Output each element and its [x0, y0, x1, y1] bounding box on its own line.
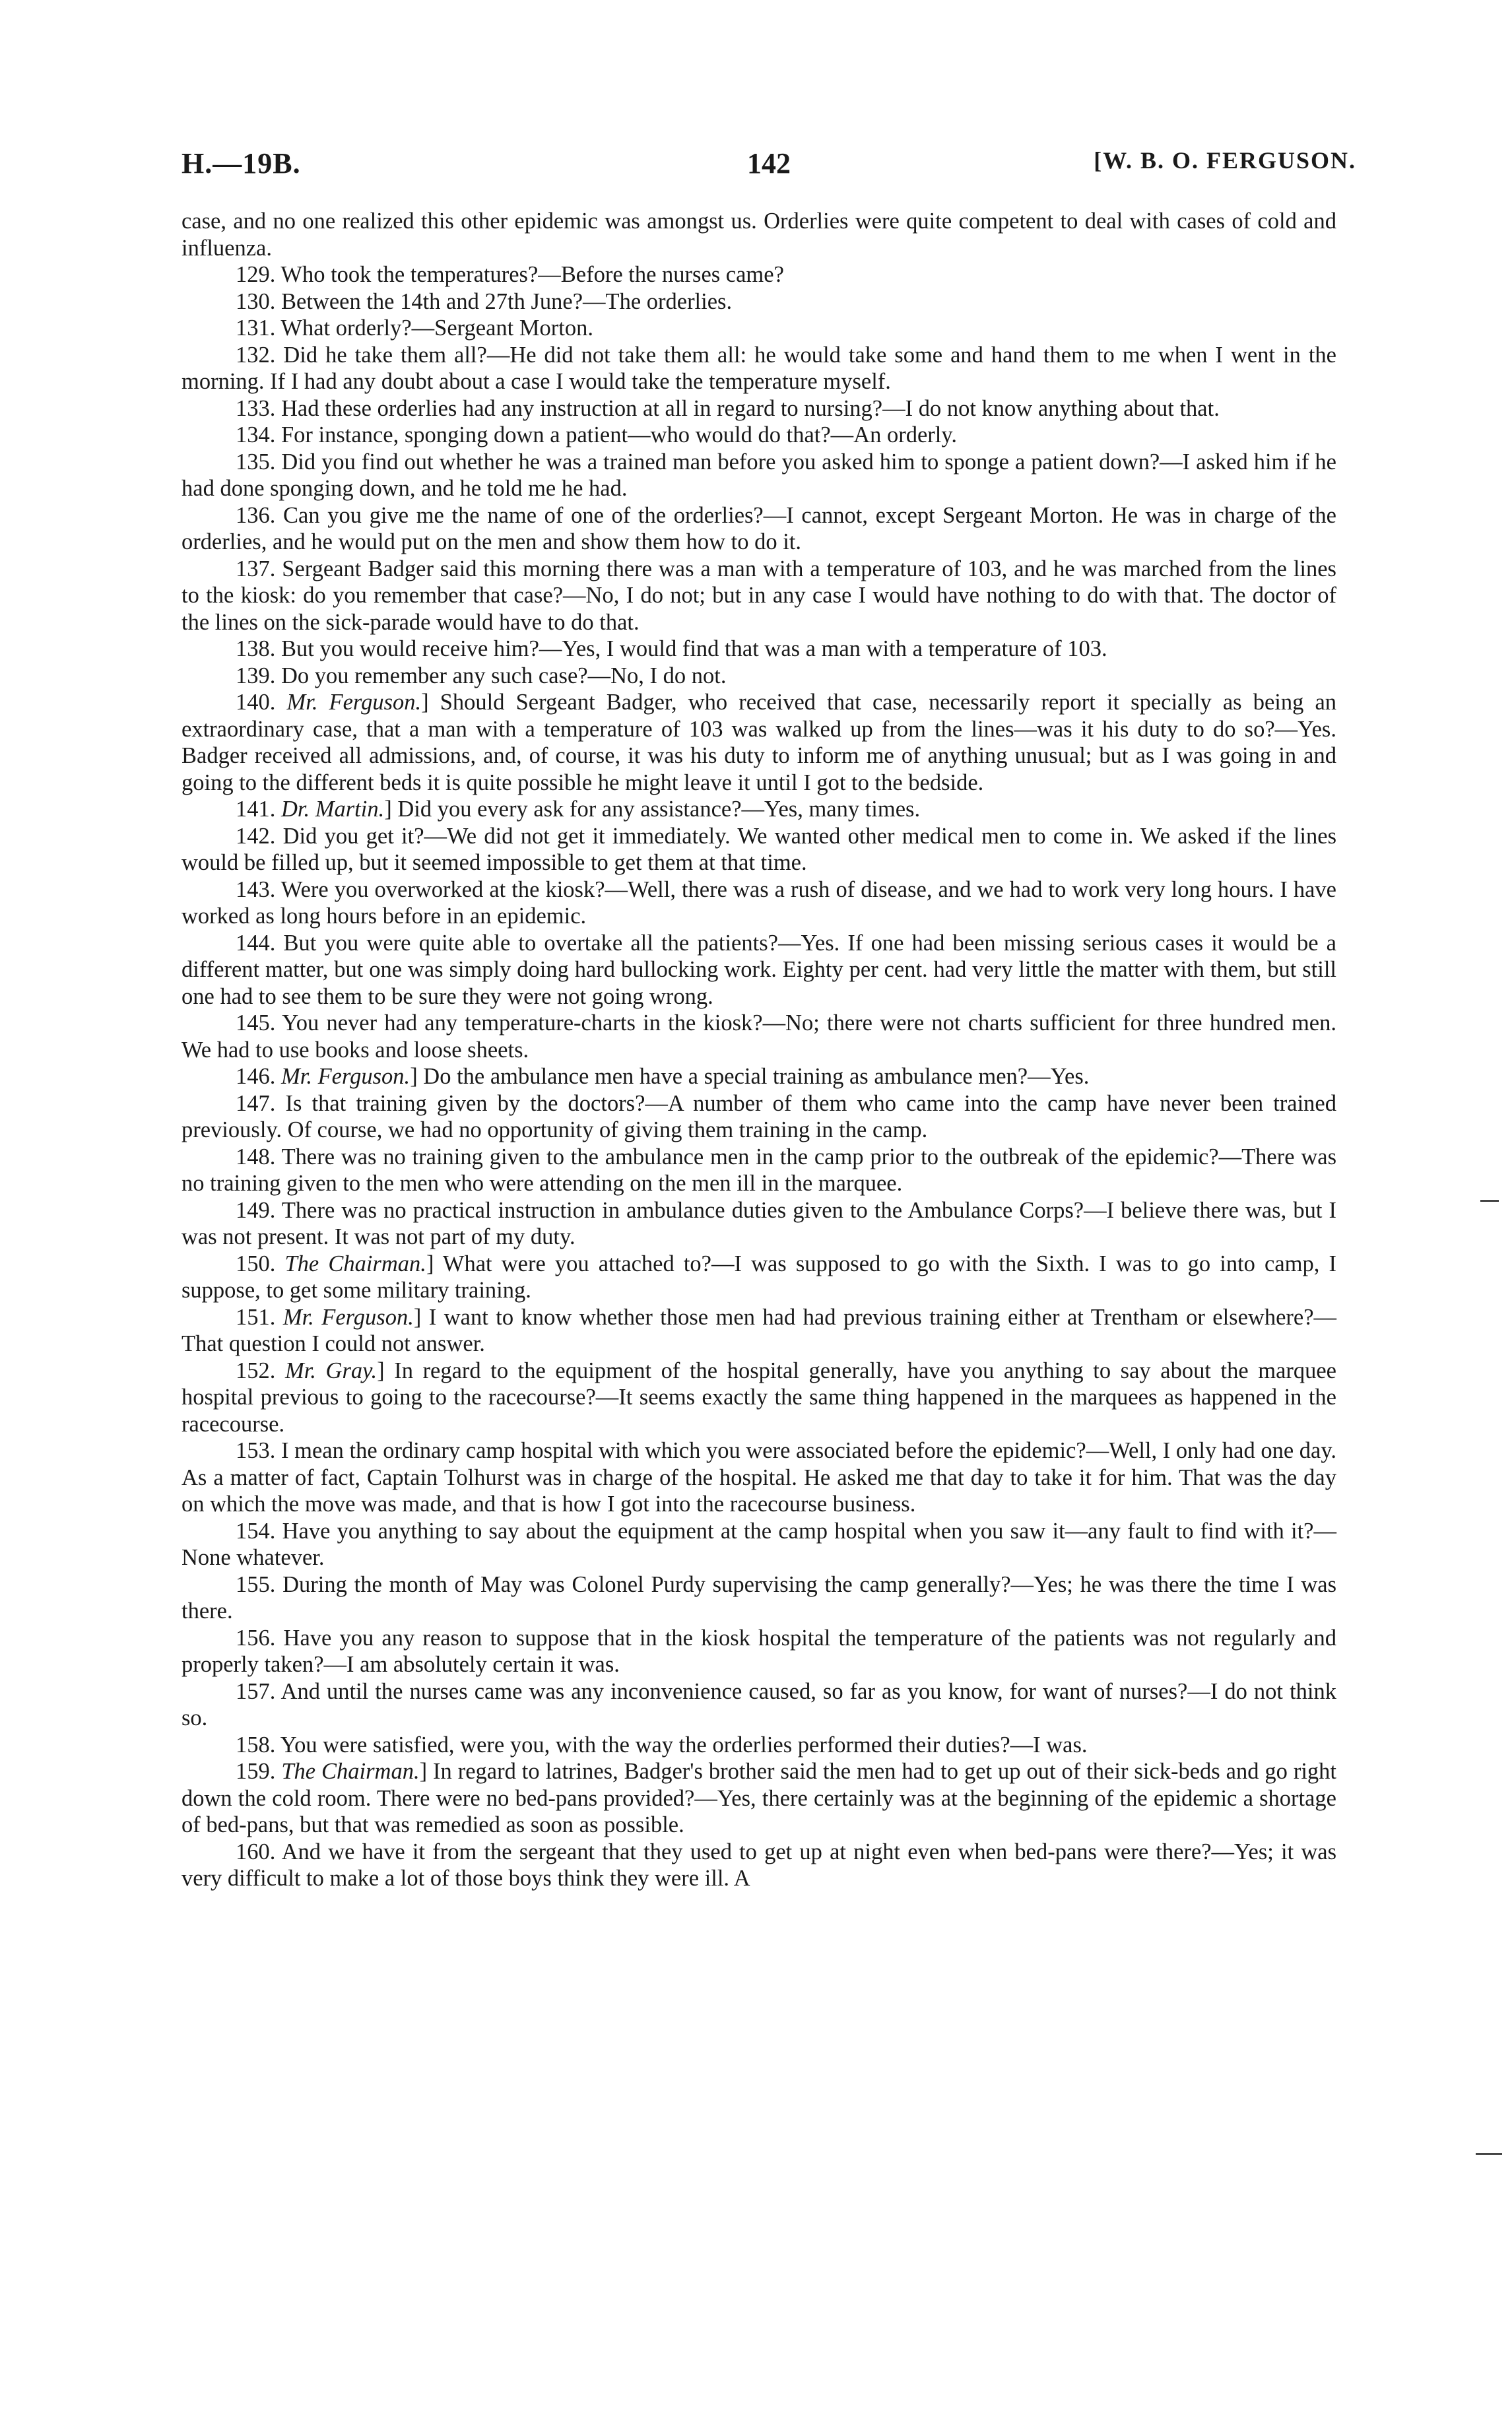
speaker-attribution: Mr. Gray. — [284, 1358, 378, 1383]
paragraph-continuation: case, and no one realized this other epidemic was amongst us. Orderlies were quite competent to deal with cases of cold and influenza. — [181, 209, 1336, 261]
question-142: 142. Did you get it?—We did not get it immediately. We wanted other medical men to come in. We asked if the lines would be filled up, but it seemed impossible to get them at that time. — [181, 823, 1336, 875]
testimony-body — [181, 208, 1336, 1892]
question-151: 151. Mr. Ferguson.] I want to know whether those men had had previous training either at Trentham or elsewhere?—That question I could not answer. — [181, 1304, 1337, 1356]
page-header — [181, 147, 1356, 186]
question-141: 141. Dr. Martin.] Did you every ask for any assistance?—Yes, many times. — [236, 797, 921, 822]
document-reference: H.—19B. — [181, 147, 301, 180]
question-130: 130. Between the 14th and 27th June?—The orderlies. — [236, 288, 733, 314]
question-159: 159. The Chairman.] In regard to latrines, Badger's brother said the men had to get up out of their sick-beds and go right down the cold room. There were no bed-pans provided?—Yes, there certainly was at the beginning of the epidemic a shortage of bed-pans, but that was remedied as soon as possible. — [181, 1759, 1337, 1837]
question-140: 140. Mr. Ferguson.] Should Sergeant Badger, who received that case, necessarily report it specially as being an extraordinary case, that a man with a temperature of 103 was walked up from the lines—was it his duty to do so?—Yes. Badger received all admissions, and, of course, it was his duty to inform me of anything unusual; but as I was going in and going to the different beds it is quite possible he might leave it until I got to the bedside. — [181, 690, 1337, 795]
question-139: 139. Do you remember any such case?—No, I do not. — [236, 663, 727, 688]
margin-dash-mark — [1480, 1200, 1499, 1202]
speaker-attribution: Mr. Ferguson. — [281, 1064, 411, 1089]
question-147: 147. Is that training given by the doctors?—A number of them who came into the camp have never been trained previously. Of course, we had no opportunity of giving them training in the camp. — [181, 1090, 1336, 1142]
question-133: 133. Had these orderlies had any instruction at all in regard to nursing?—I do not know anything about that. — [236, 395, 1220, 421]
question-158: 158. You were satisfied, were you, with the way the orderlies performed their duties?—I was. — [236, 1732, 1088, 1758]
question-149: 149. There was no practical instruction in ambulance duties given to the Ambulance Corps?—I believe there was, but I was not present. It was not part of my duty. — [181, 1197, 1336, 1249]
question-152: 152. Mr. Gray.] In regard to the equipment of the hospital generally, have you anything to say about the marquee hospital previous to going to the racecourse?—It seems exactly the same thing happened in the marquees as happened in the racecourse. — [181, 1358, 1336, 1437]
margin-dash-mark — [1476, 2153, 1502, 2155]
speaker-attribution: Mr. Ferguson. — [282, 1304, 414, 1330]
question-134: 134. For instance, sponging down a patient—who would do that?—An orderly. — [236, 422, 957, 447]
speaker-attribution: Dr. Martin. — [281, 797, 385, 822]
question-150: 150. The Chairman.] What were you attached to?—I was supposed to go with the Sixth. I was to go into camp, I suppose, to get some military training. — [181, 1251, 1336, 1303]
question-137: 137. Sergeant Badger said this morning there was a man with a temperature of 103, and he was marched from the lines to the kiosk: do you remember that case?—No, I do not; but in any case I would have nothing to do with that. The doctor of the lines on the sick-parade would have to do that. — [181, 556, 1336, 635]
question-155: 155. During the month of May was Colonel Purdy supervising the camp generally?—Yes; he was there the time I was there. — [181, 1571, 1336, 1624]
page-number: 142 — [747, 147, 791, 180]
question-138: 138. But you would receive him?—Yes, I would find that was a man with a temperature of 103. — [236, 636, 1107, 661]
question-157: 157. And until the nurses came was any inconvenience caused, so far as you know, for want of nurses?—I do not think so. — [181, 1678, 1336, 1730]
question-145: 145. You never had any temperature-charts in the kiosk?—No; there were not charts sufficient for three hundred men. We had to use books and loose sheets. — [181, 1010, 1336, 1063]
question-132: 132. Did he take them all?—He did not take them all: he would take some and hand them to me when I went in the morning. If I had any doubt about a case I would take the temperature myself. — [181, 342, 1336, 394]
question-148: 148. There was no training given to the ambulance men in the camp prior to the outbreak of the epidemic?—There was no training given to the men who were attending on the men ill in the marquee. — [181, 1144, 1336, 1196]
question-129: 129. Who took the temperatures?—Before the nurses came? — [236, 262, 784, 287]
speaker-attribution: The Chairman. — [284, 1251, 426, 1276]
question-136: 136. Can you give me the name of one of the orderlies?—I cannot, except Sergeant Morton. He was in charge of the orderlies, and he would put on the men and show them how to do it. — [181, 502, 1336, 554]
speaker-attribution: The Chairman. — [281, 1759, 420, 1784]
question-156: 156. Have you any reason to suppose that in the kiosk hospital the temperature of the patients was not regularly and properly taken?—I am absolutely certain it was. — [181, 1625, 1336, 1677]
question-131: 131. What orderly?—Sergeant Morton. — [236, 315, 593, 341]
question-143: 143. Were you overworked at the kiosk?—Well, there was a rush of disease, and we had to work very long hours. I have worked as long hours before in an epidemic. — [181, 876, 1336, 929]
question-135: 135. Did you find out whether he was a trained man before you asked him to sponge a patient down?—I asked him if he had done sponging down, and he told me he had. — [181, 449, 1336, 501]
witness-name: [W. B. O. FERGUSON. — [1094, 147, 1356, 174]
question-160: 160. And we have it from the sergeant that they used to get up at night even when bed-pans were there?—Yes; it was very difficult to make a lot of those boys think they were ill. A — [181, 1839, 1336, 1891]
question-144: 144. But you were quite able to overtake all the patients?—Yes. If one had been missing serious cases it would be a different matter, but one was simply doing hard bullocking work. Eighty per cent. had very little the matter with them, but still one had to see them to be sure they were not going wrong. — [181, 930, 1336, 1009]
question-153: 153. I mean the ordinary camp hospital with which you were associated before the epidemic?—Well, I only had one day. As a matter of fact, Captain Tolhurst was in charge of the hospital. He asked me that day to take it for him. That was the day on which the move was made, and that is how I got into the racecourse business. — [181, 1438, 1336, 1517]
question-154: 154. Have you anything to say about the equipment at the camp hospital when you saw it—any fault to find with it?—None whatever. — [181, 1518, 1336, 1570]
speaker-attribution: Mr. Ferguson. — [286, 690, 422, 715]
question-146: 146. Mr. Ferguson.] Do the ambulance men have a special training as ambulance men?—Yes. — [236, 1064, 1090, 1089]
